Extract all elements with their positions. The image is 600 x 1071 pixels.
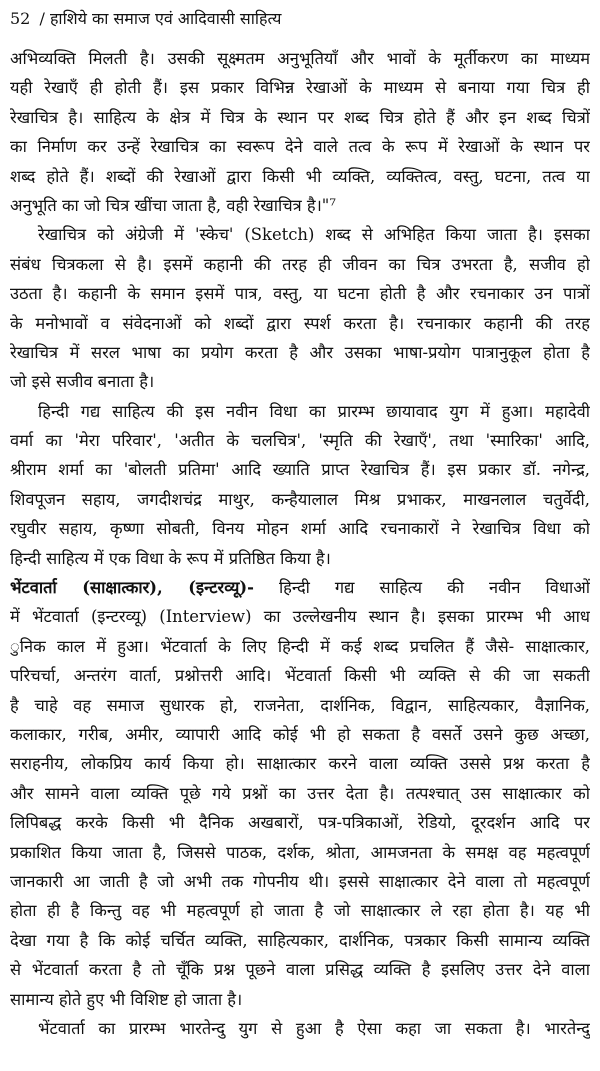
paragraph-4 — [10, 573, 590, 1014]
text-line: वर्मा का 'मेरा परिवार', 'अतीत के चलचित्र', 'स्मृति की रेखाएँ', तथा 'स्मारिका' आदि, — [10, 431, 590, 451]
running-header — [10, 8, 590, 30]
paragraph-2 — [10, 220, 590, 396]
header-separator: / — [39, 9, 45, 28]
text-line: अभिव्यक्ति मिलती है। उसकी सूक्ष्मतम अनुभूतियाँ और भावों के मूर्तीकरण का माध्यम — [10, 49, 590, 68]
text-line: शब्द होते हैं। शब्दों की रेखाओं द्वारा किसी भी व्यक्ति, व्यक्तित्व, वस्तु, घटना, तत्व या — [10, 166, 590, 186]
text-line: लिपिबद्ध करके किसी भी दैनिक अखबारों, पत्र-पत्रिकाओं, रेडियो, दूरदर्शन आदि पर — [10, 813, 590, 833]
text-line: रेखाचित्र में सरल भाषा का प्रयोग करता है और उसका भाषा-प्रयोग पात्रानुकूल होता है — [10, 342, 590, 362]
text-line: जो इसे सजीव बनाता है। — [10, 372, 155, 392]
page-number: 52 — [10, 9, 31, 28]
text-line: सराहनीय, लोकप्रिय कार्य किया हो। साक्षात्कार करने वाला व्यक्ति उससे प्रश्न करता है — [10, 754, 590, 774]
text-line: श्रीराम शर्मा का 'बोलती प्रतिमा' आदि ख्याति प्राप्त रेखाचित्र हैं। इस प्रकार डॉ. नगेन्द्र, — [10, 460, 590, 480]
text-line: कलाकार, गरीब, अमीर, व्यापारी आदि कोई भी हो सकता है वसर्ते उसने कुछ अच्छा, — [10, 724, 590, 744]
text-line: उठता है। कहानी के समान इसमें पात्र, वस्तु, या घटना होती है और रचनाकार उन पात्रों — [10, 284, 590, 304]
text-line: शिवपूजन सहाय, जगदीशचंद्र माथुर, कन्हैयालाल मिश्र प्रभाकर, माखनलाल चतुर्वेदी, — [10, 489, 590, 509]
text-line: हिन्दी गद्य साहित्य की इस नवीन विधा का प्रारम्भ छायावाद युग में हुआ। महादेवी — [38, 401, 590, 421]
text-line: देखा गया है कि कोई चर्चित व्यक्ति, साहित्यकार, दार्शनिक, पत्रकार किसी सामान्य व्यक्ति — [10, 930, 590, 950]
text-line: प्रकाशित किया जाता है, जिससे पाठक, दर्शक, श्रोता, आमजनता के समक्ष वह महत्वपूर्ण — [10, 842, 590, 862]
book-page — [10, 8, 590, 1066]
text-line: में भेंटवार्ता (इन्टरव्यू) (Interview) का उल्लेखनीय स्थान है। इसका प्रारम्भ भी आध — [10, 607, 590, 627]
text-line: संबंध चित्रकला से है। इसमें कहानी की तरह ही जीवन का चित्र उभरता है, सजीव हो — [10, 254, 590, 274]
text-line: जानकारी आ जाती है जो अभी तक गोपनीय थी। इससे साक्षात्कार देने वाला तो महत्वपूर्ण — [10, 871, 590, 891]
text-line — [10, 573, 590, 602]
text-line: हिन्दी साहित्य में एक विधा के रूप में प्रतिष्ठित किया है। — [10, 548, 331, 568]
text-line: परिचर्चा, अन्तरंग वार्ता, प्रश्नोत्तरी आदि। भेंटवार्ता किसी भी व्यक्ति से की जा सकती — [10, 666, 590, 686]
book-title: हाशिये का समाज एवं आदिवासी साहित्य — [49, 9, 282, 28]
text-line: भेंटवार्ता का प्रारम्भ भारतेन्दु युग से हुआ है ऐसा कहा जा सकता है। भारतेन्दु — [38, 1018, 590, 1038]
text-line: से भेंटवार्ता करता है तो चूँकि प्रश्न पूछने वाला प्रसिद्ध व्यक्ति है इसलिए उत्तर देने वाला — [10, 960, 590, 980]
text-line: सामान्य होते हुए भी विशिष्ट हो जाता है। — [10, 989, 243, 1009]
text-line: होता ही है किन्तु वह भी महत्वपूर्ण हो जाता है जो साक्षात्कार ले रहा होता है। यह भी — [10, 901, 590, 921]
text-line: और सामने वाला व्यक्ति पूछे गये प्रश्नों का उत्तर देता है। तत्पश्चात् उस साक्षात्कार को — [10, 783, 590, 803]
text-line: रेखाचित्र है। साहित्य के क्षेत्र में चित्र के स्थान पर शब्द चित्र होते हैं और इन शब्द चित्रों — [10, 107, 590, 127]
paragraph-5 — [10, 1014, 590, 1043]
term-line-rest: हिन्दी गद्य साहित्य की नवीन विधाओं — [278, 578, 590, 598]
paragraph-3 — [10, 397, 590, 573]
text-line: रघुवीर सहाय, कृष्णा सोबती, विनय मोहन शर्मा आदि रचनाकारों ने रेखाचित्र विधा को — [10, 519, 590, 539]
text-line: का निर्माण कर उन्हें रेखाचित्र का स्वरूप देने वाले तत्व के रूप में रेखाओं के स्थान पर — [10, 137, 590, 157]
text-line: है चाहे वह समाज सुधारक हो, राजनेता, दार्शनिक, विद्वान, साहित्यकार, वैज्ञानिक, — [10, 695, 590, 715]
text-line: के मनोभावों व संवेदनाओं को शब्दों द्वारा स्पर्श करता है। रचनाकार कहानी की तरह — [10, 313, 590, 333]
paragraph-1 — [10, 44, 590, 220]
text-line: रेखाचित्र को अंग्रेजी में 'स्केच' (Sketch) शब्द से अभिहित किया जाता है। इसका — [38, 225, 590, 245]
text-line: अनुभूति का जो चित्र खींचा जाता है, वही रेखाचित्र है।"⁷ — [10, 195, 336, 215]
text-line: यही रेखाएँ ही होती हैं। इस प्रकार विभिन्न रेखाओं के माध्यम से बनाया गया चित्र ही — [10, 78, 590, 98]
section-term: भेंटवार्ता (साक्षात्कार), (इन्टरव्यू)- — [10, 578, 254, 598]
text-line: ुनिक काल में हुआ। भेंटवार्ता के लिए हिन्दी में कई शब्द प्रचलित हैं जैसे- साक्षात्कार, — [10, 636, 590, 656]
